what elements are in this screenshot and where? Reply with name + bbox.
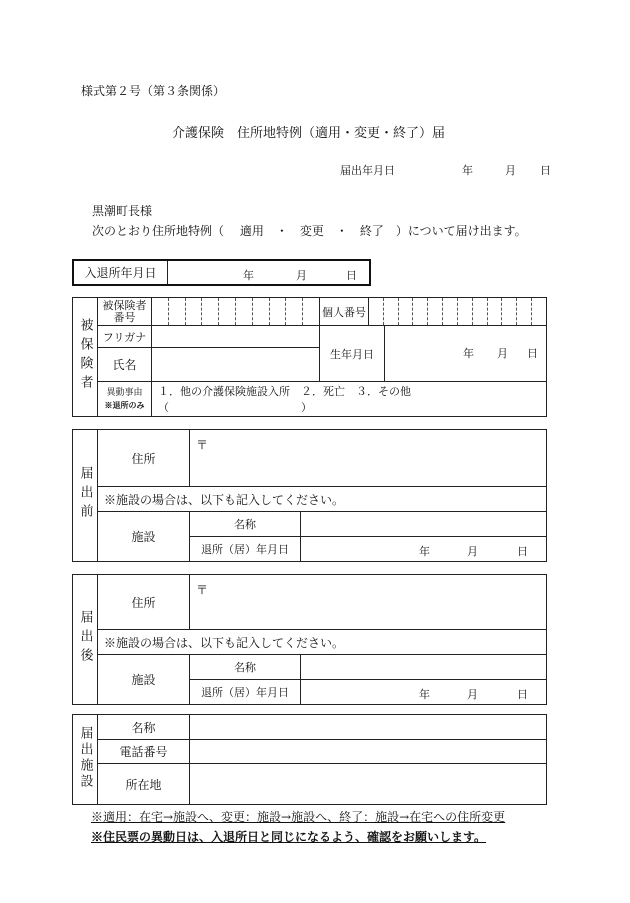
before-facility-label: 施設	[98, 512, 190, 562]
before-name-field[interactable]	[301, 512, 547, 537]
before-table	[72, 429, 547, 562]
after-facility-label: 施設	[98, 655, 190, 705]
move-year: 年	[243, 269, 254, 282]
after-exit-month: 月	[467, 688, 478, 701]
notify-phone-field[interactable]	[190, 740, 547, 764]
after-table	[72, 574, 547, 705]
after-postal-mark: 〒	[196, 583, 209, 597]
notify-side-label: 届出施設	[73, 715, 98, 805]
notify-facility-table	[72, 714, 547, 805]
footnote-1: ※適用：在宅→施設へ、変更：施設→施設へ、終了：施設→在宅への住所変更	[91, 810, 506, 824]
before-facility-note: ※施設の場合は、以下も記入してください。	[98, 487, 547, 512]
submission-date-label: 届出年月日	[340, 164, 395, 177]
furigana-field[interactable]	[152, 326, 320, 348]
reason-options[interactable]: １．他の介護保険施設入所 ２．死亡 ３．その他（ ）	[152, 382, 547, 417]
birth-label: 生年月日	[320, 326, 385, 382]
birth-field[interactable]	[385, 326, 547, 382]
insured-side-label: 被保険者	[73, 298, 98, 417]
personal-number-field[interactable]	[369, 298, 547, 326]
after-address-label: 住所	[98, 575, 190, 630]
after-side-label: 届出後	[73, 575, 98, 705]
form-number: 様式第２号（第３条関係）	[81, 84, 226, 98]
before-exit-date-field[interactable]	[301, 537, 547, 562]
insured-number-field[interactable]	[152, 298, 320, 326]
birth-day: 日	[527, 347, 538, 360]
move-month: 月	[296, 269, 307, 282]
submission-year: 年	[462, 164, 473, 177]
before-side-label: 届出前	[73, 430, 98, 562]
insured-table	[72, 297, 547, 417]
after-exit-year: 年	[419, 688, 430, 701]
after-facility-note: ※施設の場合は、以下も記入してください。	[98, 630, 547, 655]
move-day: 日	[346, 269, 357, 282]
before-exit-month: 月	[467, 545, 478, 558]
name-field[interactable]	[152, 348, 320, 382]
reason-label	[98, 382, 152, 417]
name-label: 氏名	[98, 348, 152, 382]
personal-number-label: 個人番号	[320, 298, 369, 326]
move-date-label: 入退所年月日	[73, 260, 168, 285]
submission-day: 日	[540, 164, 551, 177]
after-address-field[interactable]	[190, 575, 547, 630]
move-date-table	[72, 259, 371, 286]
notify-phone-label: 電話番号	[98, 740, 190, 764]
furigana-label: フリガナ	[98, 326, 152, 348]
after-name-field[interactable]	[301, 655, 547, 680]
submission-month: 月	[505, 164, 516, 177]
after-name-label: 名称	[190, 655, 301, 680]
before-name-label: 名称	[190, 512, 301, 537]
notify-location-label: 所在地	[98, 764, 190, 805]
before-exit-year: 年	[419, 545, 430, 558]
addressee: 黒潮町長様	[92, 204, 153, 218]
after-exit-day: 日	[517, 688, 528, 701]
after-exit-date-label: 退所（居）年月日	[190, 680, 301, 705]
after-exit-date-field[interactable]	[301, 680, 547, 705]
notify-name-field[interactable]	[190, 715, 547, 740]
before-exit-day: 日	[517, 545, 528, 558]
reason-label-main: 異動事由	[106, 388, 143, 398]
before-address-label: 住所	[98, 430, 190, 487]
footnote-2: ※住民票の異動日は、入退所日と同じになるよう、確認をお願いします。	[91, 830, 487, 844]
before-exit-date-label: 退所（居）年月日	[190, 537, 301, 562]
notify-name-label: 名称	[98, 715, 190, 740]
birth-year: 年	[463, 347, 474, 360]
birth-month: 月	[497, 347, 508, 360]
reason-label-note: ※退所のみ	[104, 400, 145, 410]
insured-number-label: 被保険者番号	[98, 298, 152, 326]
move-date-field[interactable]	[168, 260, 371, 285]
before-address-field[interactable]	[190, 430, 547, 487]
page-title: 介護保険 住所地特例（適用・変更・終了）届	[172, 126, 446, 141]
intro-text: 次のとおり住所地特例（ 適用 ・ 変更 ・ 終了 ）について届け出ます。	[92, 224, 527, 238]
before-postal-mark: 〒	[196, 438, 209, 452]
notify-location-field[interactable]	[190, 764, 547, 805]
